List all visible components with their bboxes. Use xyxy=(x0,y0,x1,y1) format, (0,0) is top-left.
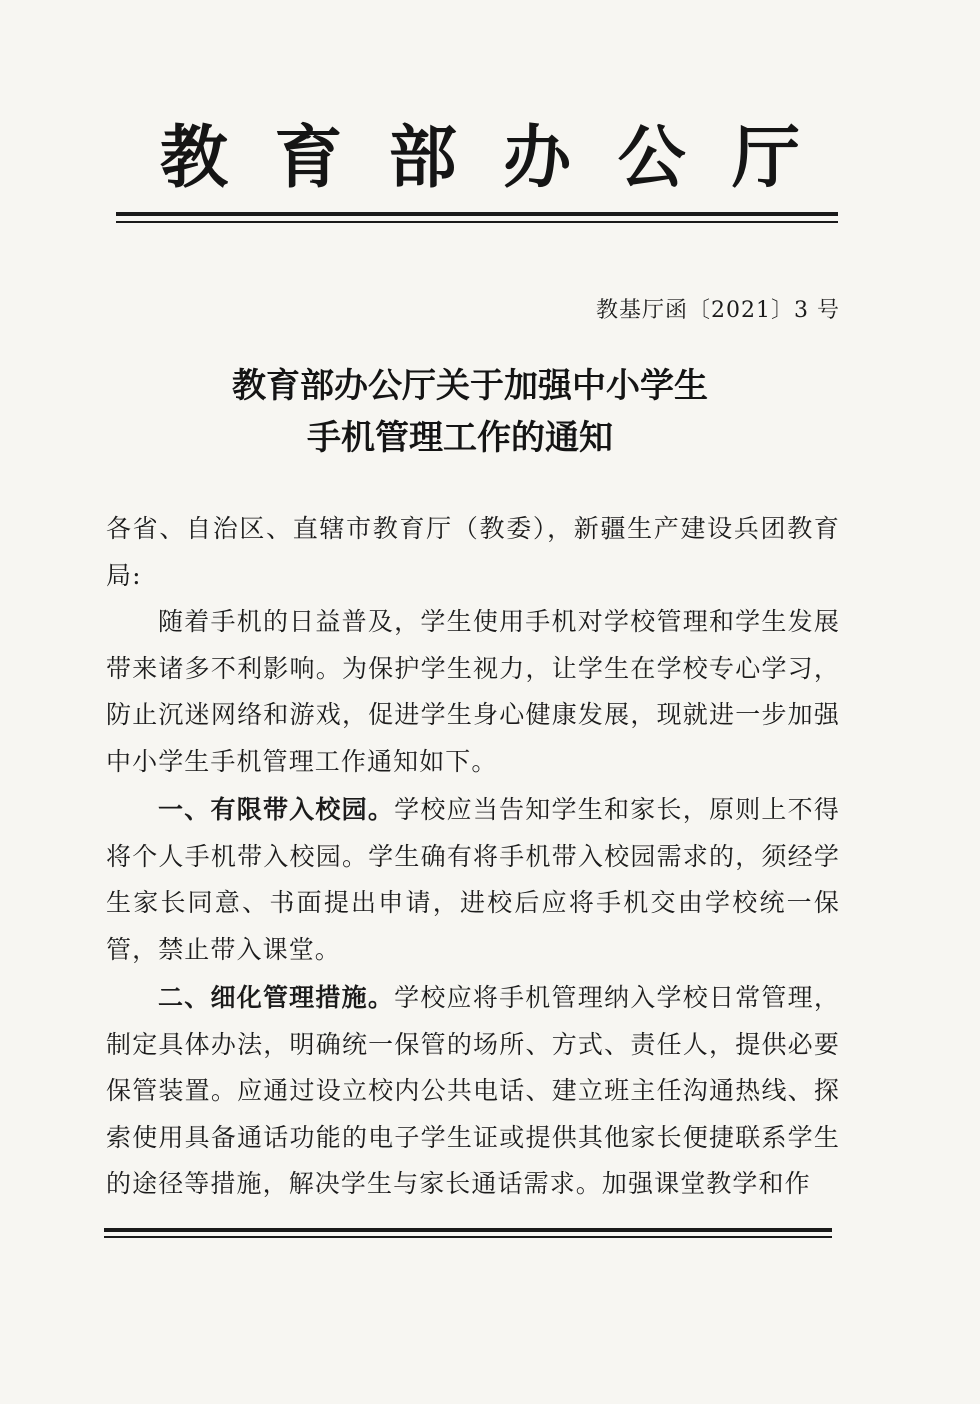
section-2-heading: 二、细化管理措施。 xyxy=(158,983,395,1012)
header-rule-thin xyxy=(116,221,838,223)
issuer-char: 厅 xyxy=(731,118,800,198)
document-number: 教基厅函〔2021〕3 号 xyxy=(596,298,840,323)
title-line-1: 教育部办公厅关于加强中小学生 xyxy=(232,366,708,406)
section-1-paragraph xyxy=(106,787,840,973)
document-title xyxy=(0,360,980,464)
issuer-header xyxy=(160,118,800,198)
issuer-char: 教 xyxy=(160,118,229,198)
section-2-paragraph xyxy=(106,975,840,1208)
section-1-heading: 一、有限带入校园。 xyxy=(158,795,395,824)
issuer-char: 公 xyxy=(617,118,686,198)
intro-paragraph: 随着手机的日益普及，学生使用手机对学校管理和学生发展带来诸多不利影响。为保护学生视力，让学生在学校专心学习，防止沉迷网络和游戏，促进学生身心健康发展，现就进一步加强中小学生手机管理工作通知如下。 xyxy=(106,607,840,776)
issuer-char: 部 xyxy=(388,118,457,198)
section-1-text: 学校应当告知学生和家长，原则上不得将个人手机带入校园。学生确有将手机带入校园需求的，须经学生家长同意、书面提出申请，进校后应将手机交由学校统一保管，禁止带入课堂。 xyxy=(106,795,840,964)
salutation: 各省、自治区、直辖市教育厅（教委），新疆生产建设兵团教育局: xyxy=(106,514,840,590)
section-2-text: 学校应将手机管理纳入学校日常管理，制定具体办法，明确统一保管的场所、方式、责任人，提供必要保管装置。应通过设立校内公共电话、建立班主任沟通热线、探索使用具备通话功能的电子学生证或提供其他家长便捷联系学生的途径等措施，解决学生与家长通话需求。加强课堂教学和作 xyxy=(106,983,840,1198)
document-body xyxy=(106,506,840,1208)
issuer-char: 育 xyxy=(274,118,343,198)
issuer-char: 办 xyxy=(503,118,572,198)
header-rule-thick xyxy=(116,212,838,216)
footer-rule-thick xyxy=(104,1228,832,1232)
title-line-2: 手机管理工作的通知 xyxy=(307,418,613,458)
footer-rule-thin xyxy=(104,1236,832,1238)
